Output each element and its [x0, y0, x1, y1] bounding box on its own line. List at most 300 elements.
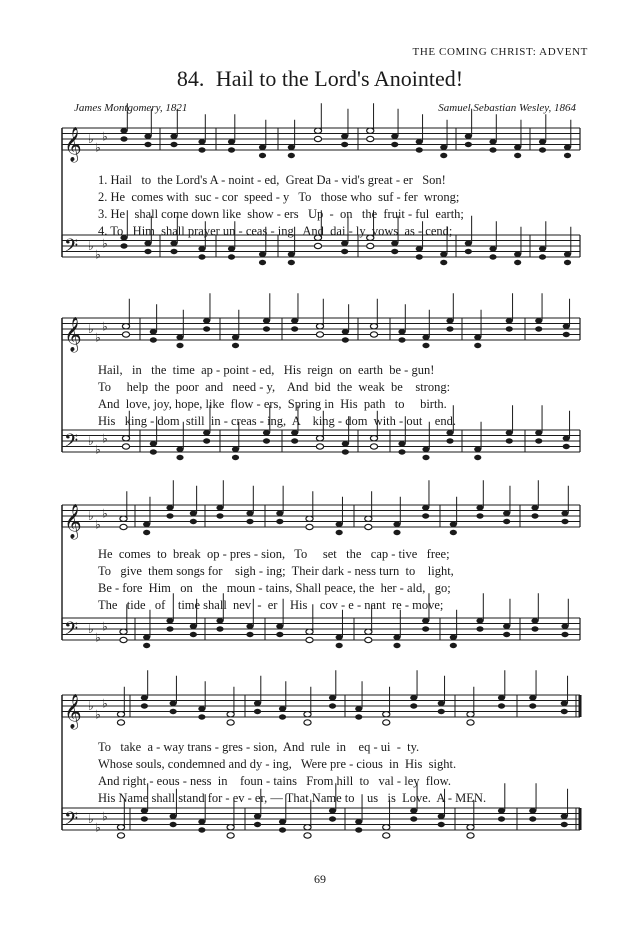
lyric-line: Be - fore Him on the moun - tains, Shall peace, the her - ald, go; — [98, 581, 451, 595]
note-head — [422, 626, 429, 631]
flat-icon: ♭ — [102, 236, 108, 251]
note-head — [514, 260, 521, 265]
note-head — [276, 519, 283, 524]
note-head — [246, 519, 253, 524]
note-head — [198, 139, 205, 144]
note-head — [476, 513, 483, 518]
note-head — [342, 441, 349, 446]
lyric-line: 3. He shall come down like show - ers Up - on the fruit - ful earth; — [98, 207, 464, 221]
note-head — [367, 243, 374, 248]
note-head — [489, 147, 496, 152]
note-head — [228, 139, 235, 144]
lyric-line: To take a - way trans - gres - sion, And rule in eq - ui - ty. — [98, 740, 420, 754]
note-head — [489, 139, 496, 144]
note-head — [450, 530, 457, 535]
note-head — [263, 438, 270, 443]
note-head — [336, 530, 343, 535]
note-head — [144, 142, 151, 147]
note-head — [355, 706, 362, 711]
note-head — [120, 243, 127, 248]
note-head — [246, 624, 253, 629]
note-head — [291, 318, 298, 323]
note-head — [120, 524, 127, 529]
note-head — [391, 241, 398, 246]
treble-clef-icon: 𝄞 — [64, 694, 82, 729]
section-heading: THE COMING CHRIST: ADVENT — [412, 46, 588, 58]
note-head — [465, 142, 472, 147]
note-head — [563, 324, 570, 329]
note-head — [561, 624, 568, 629]
note-head — [144, 134, 151, 139]
note-head — [342, 449, 349, 454]
note-head — [143, 635, 150, 640]
note-head — [306, 516, 313, 521]
lyrics-system-1 — [98, 172, 568, 240]
note-head — [306, 524, 313, 529]
note-head — [503, 511, 510, 516]
note-head — [176, 447, 183, 452]
note-head — [329, 695, 336, 700]
note-head — [329, 703, 336, 708]
note-head — [365, 524, 372, 529]
note-head — [259, 260, 266, 265]
note-head — [316, 332, 323, 337]
note-head — [465, 249, 472, 254]
flat-icon: ♭ — [88, 132, 94, 146]
note-head — [393, 530, 400, 535]
flat-icon: ♭ — [95, 442, 101, 457]
note-head — [304, 825, 311, 830]
note-head — [416, 139, 423, 144]
note-head — [506, 438, 513, 443]
note-head — [498, 816, 505, 821]
note-head — [141, 695, 148, 700]
note-head — [446, 430, 453, 435]
note-head — [514, 145, 521, 150]
hymn-number: 84. — [176, 66, 205, 91]
note-head — [355, 827, 362, 832]
note-head — [122, 444, 129, 449]
lyric-line: Hail, in the time ap - point - ed, His reign on earth be - gun! — [98, 363, 435, 377]
note-head — [563, 436, 570, 441]
note-head — [150, 441, 157, 446]
note-head — [446, 326, 453, 331]
note-head — [529, 816, 536, 821]
flat-icon: ♭ — [102, 129, 108, 144]
note-head — [314, 136, 321, 141]
lyric-line: 2. He comes with suc - cor speed - y To those who suf - fer wrong; — [98, 190, 460, 204]
note-head — [170, 701, 177, 706]
flat-icon: ♭ — [95, 330, 101, 345]
bass-clef-icon: 𝄢 — [64, 619, 79, 644]
note-head — [563, 332, 570, 337]
flat-icon: ♭ — [102, 319, 108, 334]
note-head — [561, 709, 568, 714]
flat-icon: ♭ — [88, 434, 94, 448]
note-head — [467, 712, 474, 717]
note-head — [216, 626, 223, 631]
bass-clef-icon: 𝄢 — [64, 431, 79, 456]
treble-clef-icon: 𝄞 — [64, 127, 82, 162]
note-head — [393, 643, 400, 648]
lyric-line: And right - eous - ness in foun - tains From hill to val - ley flow. — [98, 774, 451, 788]
note-head — [227, 833, 234, 838]
note-head — [341, 134, 348, 139]
note-head — [228, 246, 235, 251]
note-head — [304, 712, 311, 717]
note-head — [391, 134, 398, 139]
note-head — [143, 643, 150, 648]
note-head — [393, 635, 400, 640]
flat-icon: ♭ — [102, 431, 108, 446]
note-head — [561, 632, 568, 637]
note-head — [203, 438, 210, 443]
note-head — [279, 706, 286, 711]
note-head — [166, 626, 173, 631]
bass-clef-icon: 𝄢 — [64, 809, 79, 834]
note-head — [141, 703, 148, 708]
note-head — [176, 455, 183, 460]
note-head — [391, 142, 398, 147]
note-head — [144, 249, 151, 254]
hymn-title-text: Hail to the Lord's Anointed! — [215, 66, 464, 91]
note-head — [355, 714, 362, 719]
note-head — [416, 147, 423, 152]
note-head — [503, 519, 510, 524]
note-head — [190, 624, 197, 629]
note-head — [216, 618, 223, 623]
lyric-line: The tide of time shall nev - er His cov - e - nant re - move; — [98, 598, 444, 612]
note-head — [279, 819, 286, 824]
note-head — [314, 243, 321, 248]
note-head — [259, 252, 266, 257]
note-head — [304, 833, 311, 838]
note-head — [474, 455, 481, 460]
note-head — [117, 825, 124, 830]
note-head — [476, 505, 483, 510]
lyric-line: Whose souls, condemned and dy - ing, Were pre - cious in His sight. — [98, 757, 457, 771]
note-head — [564, 153, 571, 158]
note-head — [398, 337, 405, 342]
note-head — [291, 438, 298, 443]
note-head — [288, 153, 295, 158]
note-head — [498, 703, 505, 708]
note-head — [276, 624, 283, 629]
note-head — [288, 252, 295, 257]
note-head — [416, 254, 423, 259]
note-head — [228, 147, 235, 152]
note-head — [529, 808, 536, 813]
note-head — [498, 808, 505, 813]
note-head — [316, 324, 323, 329]
note-head — [329, 816, 336, 821]
note-head — [564, 252, 571, 257]
note-head — [370, 324, 377, 329]
note-head — [227, 825, 234, 830]
note-head — [383, 833, 390, 838]
note-head — [166, 513, 173, 518]
flat-icon: ♭ — [88, 322, 94, 336]
note-head — [259, 145, 266, 150]
lyric-line: His Name shall stand for - ev - er, — That Name to us is Love. A - MEN. — [98, 791, 487, 805]
note-head — [450, 522, 457, 527]
note-head — [120, 128, 127, 133]
note-head — [446, 318, 453, 323]
flat-icon: ♭ — [88, 509, 94, 523]
note-head — [410, 695, 417, 700]
note-head — [422, 447, 429, 452]
note-head — [438, 822, 445, 827]
note-head — [438, 709, 445, 714]
note-head — [120, 136, 127, 141]
lyric-line: And love, joy, hope, like flow - ers, Spring in His path to birth. — [98, 397, 447, 411]
note-head — [190, 511, 197, 516]
note-head — [410, 703, 417, 708]
note-head — [422, 505, 429, 510]
flat-icon: ♭ — [95, 630, 101, 645]
note-head — [506, 430, 513, 435]
note-head — [120, 629, 127, 634]
note-head — [122, 324, 129, 329]
flat-icon: ♭ — [95, 707, 101, 722]
note-head — [539, 147, 546, 152]
flat-icon: ♭ — [88, 622, 94, 636]
note-head — [514, 153, 521, 158]
note-head — [370, 332, 377, 337]
note-head — [232, 455, 239, 460]
note-head — [176, 343, 183, 348]
note-head — [141, 808, 148, 813]
note-head — [198, 147, 205, 152]
note-head — [440, 252, 447, 257]
words-attribution: James Montgomery, 1821 — [74, 102, 188, 114]
flat-icon: ♭ — [102, 696, 108, 711]
note-head — [440, 260, 447, 265]
note-head — [117, 833, 124, 838]
note-head — [467, 720, 474, 725]
note-head — [198, 714, 205, 719]
note-head — [465, 134, 472, 139]
note-head — [474, 335, 481, 340]
note-head — [216, 505, 223, 510]
flat-icon: ♭ — [88, 812, 94, 826]
note-head — [535, 318, 542, 323]
note-head — [263, 430, 270, 435]
note-head — [216, 513, 223, 518]
note-head — [306, 629, 313, 634]
note-head — [150, 449, 157, 454]
note-head — [170, 709, 177, 714]
lyric-line: To help the poor and need - y, And bid the weak be strong: — [98, 380, 451, 394]
note-head — [564, 260, 571, 265]
note-head — [190, 519, 197, 524]
flat-icon: ♭ — [88, 239, 94, 253]
note-head — [198, 706, 205, 711]
note-head — [306, 637, 313, 642]
note-head — [117, 720, 124, 725]
note-head — [143, 522, 150, 527]
note-head — [203, 318, 210, 323]
flat-icon: ♭ — [95, 820, 101, 835]
flat-icon: ♭ — [95, 140, 101, 155]
note-head — [341, 249, 348, 254]
note-head — [342, 337, 349, 342]
note-head — [288, 145, 295, 150]
note-head — [367, 128, 374, 133]
note-head — [422, 343, 429, 348]
note-head — [120, 516, 127, 521]
note-head — [398, 441, 405, 446]
note-head — [276, 632, 283, 637]
note-head — [365, 516, 372, 521]
note-head — [535, 438, 542, 443]
note-head — [398, 449, 405, 454]
lyrics-system-3 — [98, 546, 568, 614]
note-head — [476, 626, 483, 631]
note-head — [341, 142, 348, 147]
note-head — [170, 249, 177, 254]
note-head — [398, 329, 405, 334]
lyrics-system-2 — [98, 362, 568, 430]
note-head — [450, 643, 457, 648]
note-head — [254, 701, 261, 706]
lyric-line: He comes to break op - pres - sion, To set the cap - tive free; — [98, 547, 450, 561]
note-head — [506, 318, 513, 323]
note-head — [422, 455, 429, 460]
treble-clef-icon: 𝄞 — [64, 317, 82, 352]
note-head — [291, 430, 298, 435]
lyric-line: His king - dom still in - creas - ing, A king - dom with - out end. — [98, 414, 456, 428]
flat-icon: ♭ — [88, 699, 94, 713]
note-head — [474, 343, 481, 348]
note-head — [440, 145, 447, 150]
note-head — [465, 241, 472, 246]
note-head — [563, 444, 570, 449]
note-head — [365, 637, 372, 642]
note-head — [489, 246, 496, 251]
note-head — [410, 808, 417, 813]
note-head — [170, 134, 177, 139]
note-head — [170, 814, 177, 819]
note-head — [336, 643, 343, 648]
note-head — [336, 635, 343, 640]
note-head — [383, 712, 390, 717]
note-head — [561, 701, 568, 706]
note-head — [166, 618, 173, 623]
note-head — [531, 618, 538, 623]
note-head — [498, 695, 505, 700]
note-head — [254, 814, 261, 819]
note-head — [190, 632, 197, 637]
note-head — [365, 629, 372, 634]
note-head — [391, 249, 398, 254]
flat-icon: ♭ — [95, 517, 101, 532]
note-head — [355, 819, 362, 824]
note-head — [393, 522, 400, 527]
note-head — [370, 436, 377, 441]
flat-icon: ♭ — [95, 247, 101, 262]
note-head — [531, 505, 538, 510]
note-head — [198, 819, 205, 824]
note-head — [561, 519, 568, 524]
note-head — [246, 632, 253, 637]
note-head — [531, 513, 538, 518]
note-head — [276, 511, 283, 516]
lyrics-system-4 — [98, 739, 568, 807]
note-head — [150, 337, 157, 342]
note-head — [304, 720, 311, 725]
note-head — [254, 822, 261, 827]
lyric-line: 4. To Him shall prayer un - ceas - ing And dai - ly vows as - cend; — [98, 224, 453, 238]
treble-clef-icon: 𝄞 — [64, 504, 82, 539]
note-head — [227, 720, 234, 725]
note-head — [467, 825, 474, 830]
note-head — [561, 822, 568, 827]
note-head — [450, 635, 457, 640]
note-head — [336, 522, 343, 527]
lyric-line: 1. Hail to the Lord's A - noint - ed, Great Da - vid's great - er Son! — [98, 173, 446, 187]
note-head — [370, 444, 377, 449]
note-head — [198, 246, 205, 251]
note-head — [440, 153, 447, 158]
note-head — [539, 139, 546, 144]
note-head — [279, 827, 286, 832]
note-head — [141, 816, 148, 821]
note-head — [150, 329, 157, 334]
note-head — [535, 326, 542, 331]
note-head — [170, 822, 177, 827]
page-number: 69 — [314, 872, 326, 886]
note-head — [291, 326, 298, 331]
note-head — [259, 153, 266, 158]
note-head — [166, 505, 173, 510]
note-head — [474, 447, 481, 452]
note-head — [535, 430, 542, 435]
note-head — [203, 430, 210, 435]
note-head — [279, 714, 286, 719]
note-head — [383, 825, 390, 830]
note-head — [144, 241, 151, 246]
note-head — [232, 343, 239, 348]
note-head — [122, 332, 129, 337]
music-attribution: Samuel Sebastian Wesley, 1864 — [438, 102, 576, 114]
note-head — [539, 254, 546, 259]
note-head — [176, 335, 183, 340]
note-head — [514, 252, 521, 257]
note-head — [410, 816, 417, 821]
note-head — [531, 626, 538, 631]
flat-icon: ♭ — [102, 619, 108, 634]
note-head — [446, 438, 453, 443]
note-head — [198, 254, 205, 259]
note-head — [316, 436, 323, 441]
note-head — [503, 632, 510, 637]
note-head — [467, 833, 474, 838]
note-head — [422, 618, 429, 623]
note-head — [476, 618, 483, 623]
note-head — [422, 513, 429, 518]
note-head — [416, 246, 423, 251]
note-head — [203, 326, 210, 331]
note-head — [561, 511, 568, 516]
note-head — [254, 709, 261, 714]
note-head — [227, 712, 234, 717]
note-head — [367, 136, 374, 141]
note-head — [529, 695, 536, 700]
note-head — [232, 447, 239, 452]
note-head — [117, 712, 124, 717]
note-head — [341, 241, 348, 246]
